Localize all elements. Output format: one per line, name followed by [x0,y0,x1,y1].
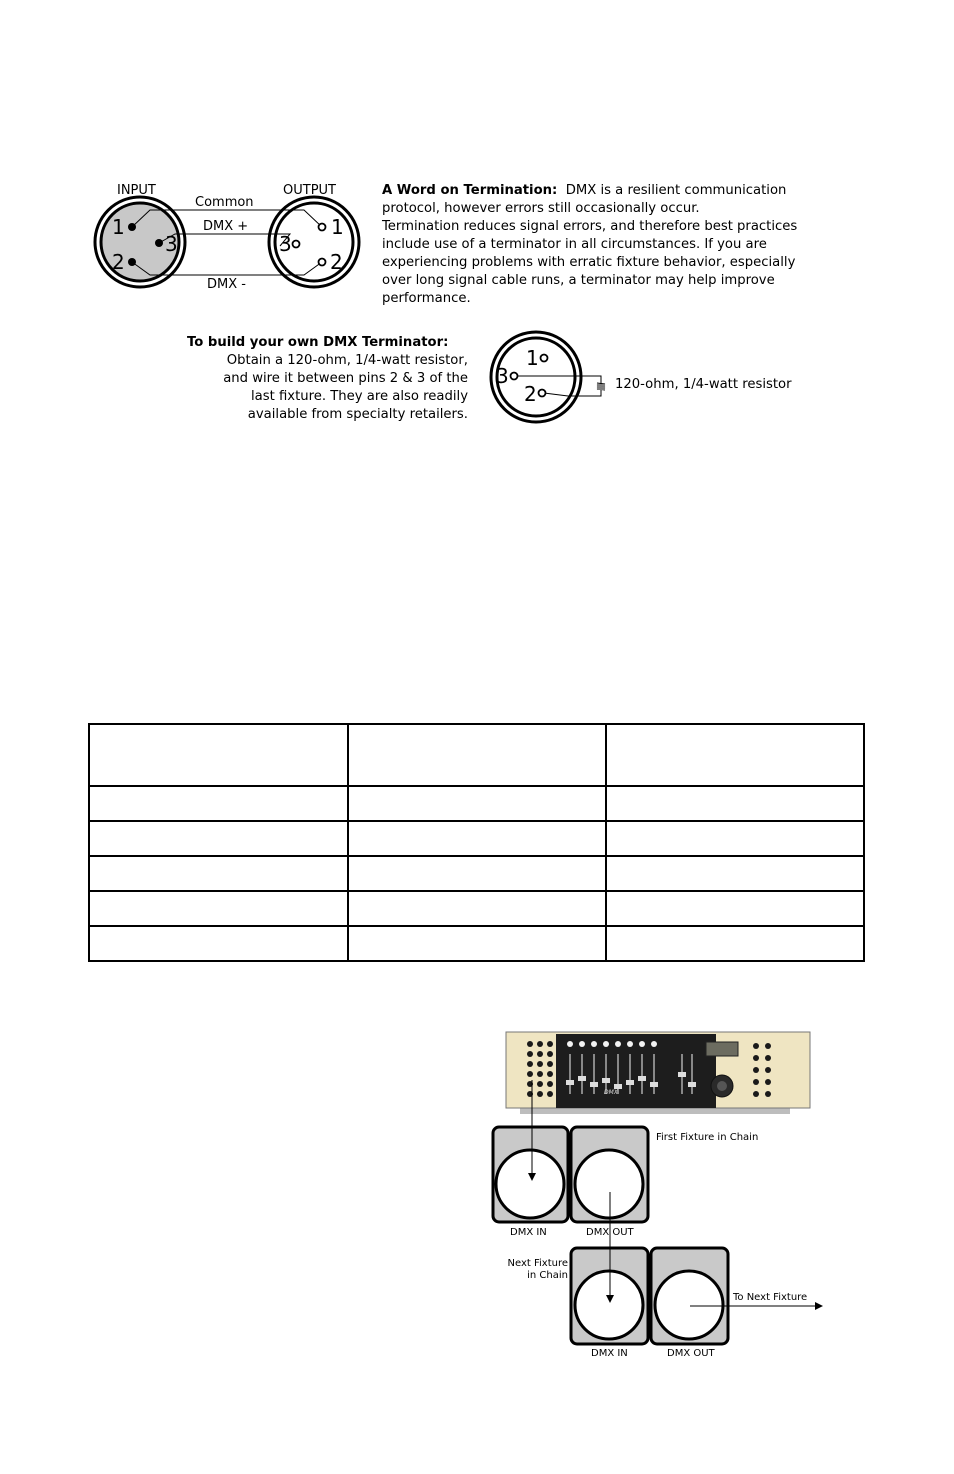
table-row [89,821,864,856]
next-fixture-label [468,1258,568,1282]
table-header-row [89,724,864,786]
input-pin-2-label: 2 [112,250,125,274]
termination-line: experiencing problems with erratic fixture behavior, especially [382,255,796,270]
output-pin-1-label: 1 [331,215,344,239]
termination-line: performance. [382,291,471,306]
input-pin-3 [155,239,163,247]
dmx-minus-label: DMX - [207,277,246,292]
output-label: OUTPUT [283,183,336,198]
first-fixture-dmx-in-label: DMX IN [510,1227,547,1238]
output-pin-3-label: 3 [279,232,292,256]
table-cell [606,856,864,891]
table-cell [606,821,864,856]
input-pin-2 [128,258,136,266]
table-cell [348,724,606,786]
next-fixture-dmx-in-label: DMX IN [591,1348,628,1359]
table-cell [89,786,348,821]
termination-line: DMX is a resilient communication [565,183,787,198]
table-cell [348,856,606,891]
table-row [89,926,864,961]
input-pin-1 [128,223,136,231]
table-cell [606,786,864,821]
dmx-plus-label: DMX + [203,219,249,234]
termination-line: Termination reduces signal errors, and therefore best practices [382,219,798,234]
table-row [89,786,864,821]
next-fixture-dmx-out-port [655,1271,723,1339]
termination-line: over long signal cable runs, a terminator may help improve [382,273,775,288]
terminator-pin-3-label: 3 [496,364,509,388]
input-label: INPUT [117,183,156,198]
to-next-fixture-label: To Next Fixture [733,1292,808,1303]
table-cell [606,891,864,926]
controller-lcd [706,1042,738,1056]
first-fixture-dmx-out-label: DMX OUT [586,1227,634,1238]
table-cell [89,926,348,961]
termination-line: include use of a terminator in all circumstances. If you are [382,237,767,252]
resistor-zigzag [597,383,605,390]
table-row [89,891,864,926]
input-pin-1-label: 1 [112,215,125,239]
build-paragraph [140,352,468,424]
terminator-pin-1 [541,355,548,362]
data-table [88,723,865,962]
next-fixture-label-line: Next Fixture [507,1258,568,1269]
build-line: Obtain a 120-ohm, 1/4-watt resistor, [226,353,468,368]
dmx-chain-graphic [470,1010,840,1370]
terminator-pin-3 [511,373,518,380]
table-cell [89,724,348,786]
controller-joystick-cap [717,1081,727,1091]
controller-name-label: DMX [604,1089,618,1096]
table-row [89,856,864,891]
termination-paragraph [382,182,797,308]
table-cell [348,891,606,926]
first-fixture-dmx-in-port [496,1150,564,1218]
table-cell [89,821,348,856]
terminator-pin-2 [539,390,546,397]
table-cell [606,724,864,786]
output-pin-1 [319,224,326,231]
controller-illustration [506,1032,810,1114]
resistor-label: 120-ohm, 1/4-watt resistor [615,377,792,392]
table-cell [348,821,606,856]
next-fixture-dmx-out-label: DMX OUT [667,1348,715,1359]
input-pin-3-label: 3 [165,232,178,256]
first-fixture-label: First Fixture in Chain [656,1132,759,1143]
next-fixture-dmx-in-port [575,1271,643,1339]
output-pin-2 [319,259,326,266]
termination-line: protocol, however errors still occasionally occur. [382,201,700,216]
build-line: last fixture. They are also readily [251,389,468,404]
table-cell [89,891,348,926]
table-cell [348,786,606,821]
table-cell [606,926,864,961]
terminator-pin-1-label: 1 [526,346,539,370]
first-fixture-dmx-out-port [575,1150,643,1218]
table-cell [89,856,348,891]
next-fixture-label-line: in Chain [527,1270,568,1281]
termination-heading: A Word on Termination: [382,183,558,198]
build-line: available from specialty retailers. [247,407,468,422]
terminator-pin-2-label: 2 [524,382,537,406]
common-label: Common [195,195,254,210]
build-heading: To build your own DMX Terminator: [187,335,449,350]
output-pin-2-label: 2 [330,250,343,274]
build-line: and wire it between pins 2 & 3 of the [223,371,468,386]
table-cell [348,926,606,961]
output-pin-3 [293,241,300,248]
